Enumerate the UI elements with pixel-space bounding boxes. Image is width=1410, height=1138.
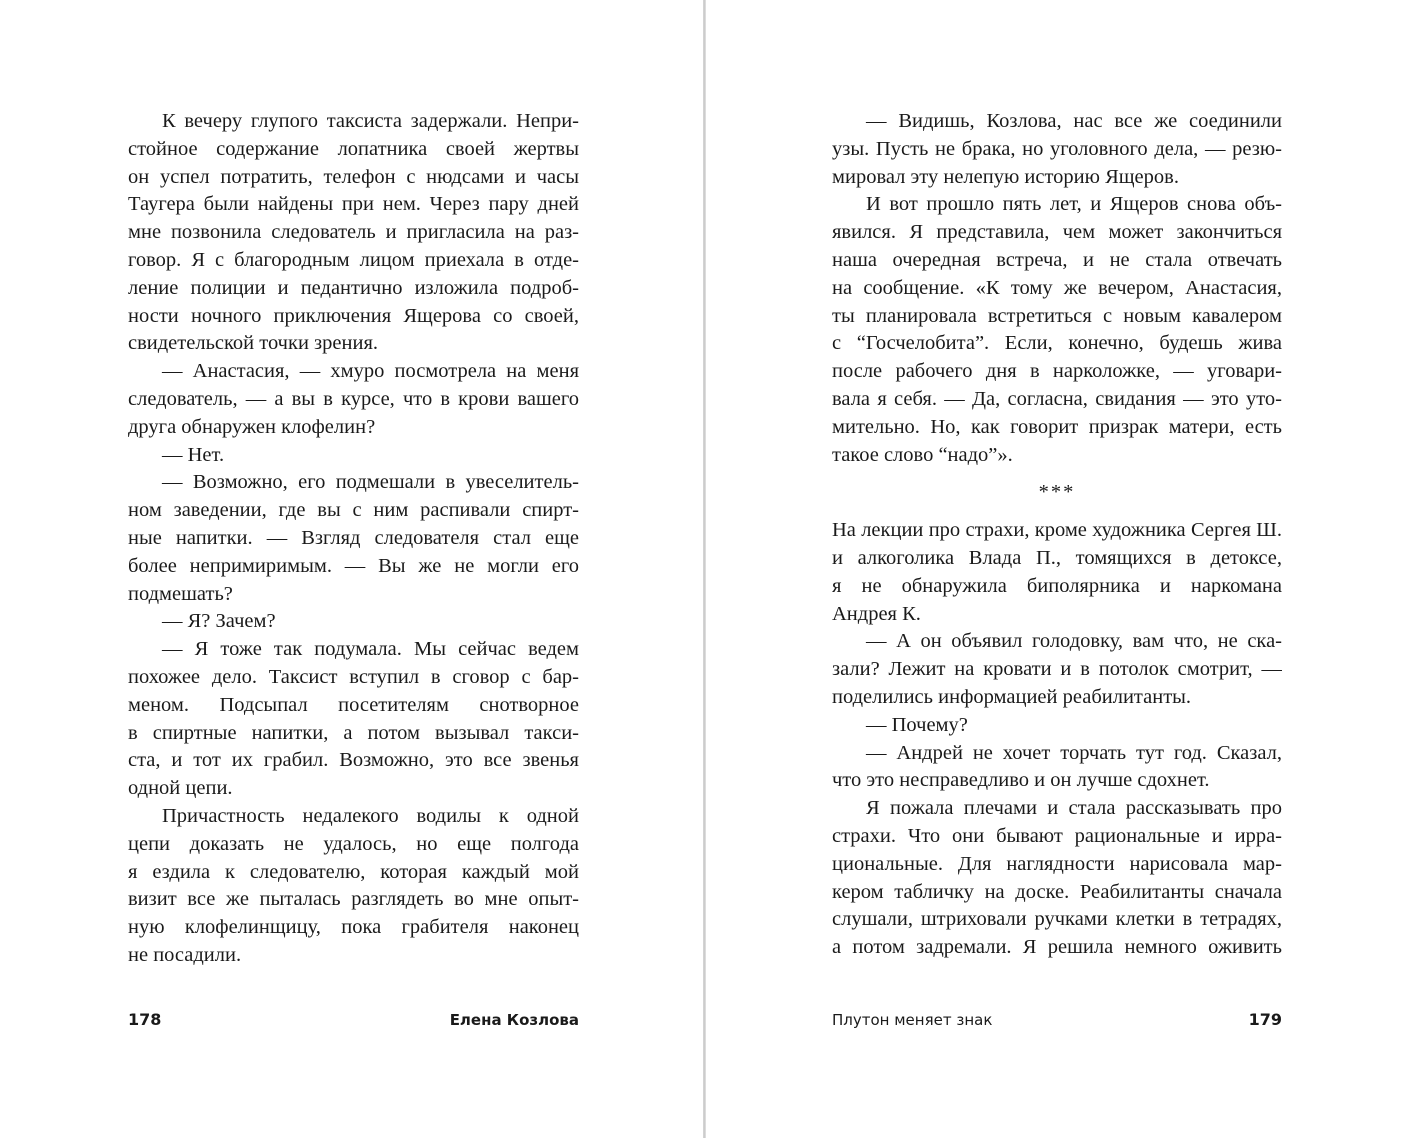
text-line: — Я тоже так подумала. Мы сейчас ведем <box>162 638 579 661</box>
text-line: Андрея К. <box>832 602 921 625</box>
text-line: вала я себя. — Да, согласна, свидания — это уто- <box>832 387 1282 410</box>
running-head-title: Плутон меняет знак <box>832 1011 993 1029</box>
text-line: визит все же пыталась разглядеть во мне опыт- <box>128 888 579 911</box>
text-line: слушали, штриховали ручками клетки в тетрадях, <box>832 908 1282 931</box>
text-line: с “Госчелобита”. Если, конечно, будешь жива <box>832 332 1282 355</box>
text-line: более непримиримым. — Вы же не могли его <box>128 554 579 577</box>
text-line: — Возможно, его подмешали в увеселитель- <box>162 471 579 494</box>
text-line: подмешать? <box>128 582 233 605</box>
text-line: после рабочего дня в нарколожке, — уговари- <box>832 360 1282 383</box>
text-line: — А он объявил голодовку, вам что, не ска- <box>866 630 1282 653</box>
text-line: ста, и тот их грабил. Возможно, это все звенья <box>128 749 579 772</box>
left-page-text <box>128 108 579 970</box>
text-line: ты планировала встретиться с новым кавалером <box>832 304 1282 327</box>
right-page-footer <box>832 1008 1282 1032</box>
text-line: Причастность недалекого водилы к одной <box>162 804 579 827</box>
text-line: меном. Подсыпал посетителям снотворное <box>128 693 579 716</box>
text-line: на сообщение. «К тому же вечером, Анастасия, <box>832 276 1282 299</box>
text-line: и алкоголика Влада П., томящихся в детоксе, <box>832 546 1282 569</box>
text-line: что это несправедливо и он лучше сдохнет. <box>832 769 1210 792</box>
left-page-footer <box>128 1008 579 1032</box>
text-line: наша очередная встреча, и не стала отвечать <box>832 248 1282 271</box>
text-line: следователь, — а вы в курсе, что в крови вашего <box>128 387 579 410</box>
text-line: страхи. Что они бывают рациональные и ирра- <box>832 824 1282 847</box>
text-line: похожее дело. Таксист вступил в сговор с бар- <box>128 665 579 688</box>
text-line: К вечеру глупого таксиста задержали. Непри- <box>162 110 579 132</box>
text-line: одной цепи. <box>128 777 233 800</box>
text-line: — Я? Зачем? <box>162 610 276 633</box>
text-line: узы. Пусть не брака, но уголовного дела, — резю- <box>832 137 1282 160</box>
running-head-author: Елена Козлова <box>449 1011 579 1029</box>
text-line: — Почему? <box>866 713 968 736</box>
text-line: ление полиции и педантично изложила подроб- <box>128 276 579 299</box>
text-line: а потом задремали. Я решила немного оживить <box>832 936 1282 959</box>
text-line: свидетельской точки зрения. <box>128 332 378 355</box>
text-line: ную клофелинщицу, пока грабителя наконец <box>128 916 579 939</box>
text-line: он успел потратить, телефон с нюдсами и часы <box>128 165 579 188</box>
page-number: 178 <box>128 1010 162 1029</box>
text-line: поделились информацией реабилитанты. <box>832 685 1192 708</box>
right-page-text <box>832 108 1282 962</box>
text-line: зали? Лежит на кровати и в потолок смотрит, — <box>832 658 1282 681</box>
text-line: стойное содержание лопатника своей жертвы <box>128 137 579 160</box>
text-line: мировал эту нелепую историю Ящеров. <box>832 165 1179 188</box>
text-line: — Анастасия, — хмуро посмотрела на меня <box>162 360 579 383</box>
page-number: 179 <box>1248 1010 1282 1029</box>
text-line: И вот прошло пять лет, и Ящеров снова объ- <box>866 193 1282 216</box>
right-text-section-1 <box>832 108 1282 469</box>
text-line: кером табличку на доске. Реабилитанты сначала <box>832 880 1282 903</box>
text-line: цепи доказать не удалось, но еще полгода <box>128 832 579 855</box>
text-line: друга обнаружен клофелин? <box>128 415 376 438</box>
text-line: в спиртные напитки, а потом вызывал такси- <box>128 721 579 744</box>
section-separator: *** <box>1038 481 1076 504</box>
text-line: мне позвонила следователь и пригласила на раз- <box>128 221 579 244</box>
text-line: ности ночного приключения Ящерова со своей, <box>128 304 579 327</box>
left-page <box>0 0 703 1138</box>
text-line: циональные. Для наглядности нарисовала мар- <box>832 852 1282 875</box>
right-page <box>706 0 1410 1138</box>
text-line: мительно. Но, как говорит призрак матери, есть <box>832 415 1282 438</box>
text-line: ном заведении, где вы с ним распивали спирт- <box>128 499 579 522</box>
text-line: говор. Я с благородным лицом приехала в отде- <box>128 248 579 271</box>
right-text-section-2 <box>832 517 1282 962</box>
text-line: я ездила к следователю, которая каждый мой <box>128 860 579 883</box>
text-line: Я пожала плечами и стала рассказывать про <box>866 797 1282 820</box>
text-line: — Нет. <box>162 443 225 466</box>
text-line: — Видишь, Козлова, нас все же соединили <box>866 110 1282 132</box>
text-line: Таугера были найдены при нем. Через пару дней <box>128 193 579 216</box>
text-line: такое слово “надо”». <box>832 443 1013 466</box>
text-line: не посадили. <box>128 943 242 966</box>
text-line: явился. Я представила, чем может закончиться <box>832 221 1282 244</box>
text-line: На лекции про страхи, кроме художника Сергея Ш. <box>832 519 1282 542</box>
text-line: ные напитки. — Взгляд следователя стал еще <box>128 526 579 549</box>
text-line: — Андрей не хочет торчать тут год. Сказал, <box>866 741 1282 764</box>
text-line: я не обнаружила биполярника и наркомана <box>832 574 1282 597</box>
